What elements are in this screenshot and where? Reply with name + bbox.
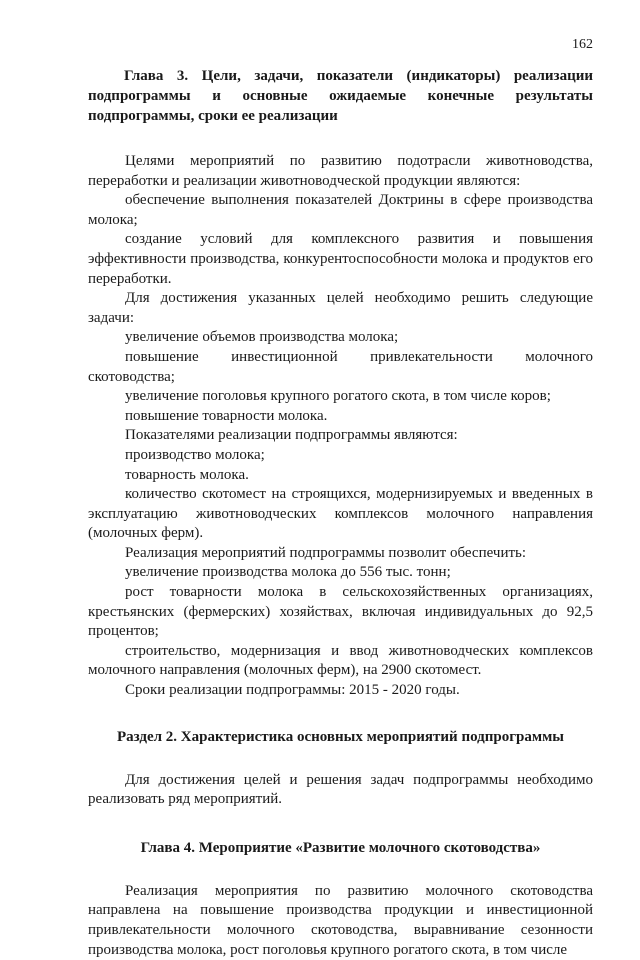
paragraph: увеличение объемов производства молока; <box>125 329 399 346</box>
paragraph: увеличение поголовья крупного рогатого скота, в том числе коров; <box>125 388 551 405</box>
paragraph: Целями мероприятий по развитию подотрасли животноводства, переработки и реализации животноводческой продукции являются: <box>88 153 593 189</box>
section-2-body <box>88 771 593 810</box>
paragraph: Реализация мероприятий подпрограммы позволит обеспечить: <box>125 544 527 561</box>
paragraph: увеличение производства молока до 556 тыс. тонн; <box>125 564 451 581</box>
paragraph: рост товарности молока в сельскохозяйственных организациях, крестьянских (фермерских) хозяйствах, включая индивидуальных до 92,5 процентов; <box>88 584 593 640</box>
paragraph: строительство, модернизация и ввод животноводческих комплексов молочного направления (молочных ферм), на 2900 скотомест. <box>88 642 593 679</box>
paragraph: товарность молока. <box>125 466 249 483</box>
chapter-3-heading: Глава 3. Цели, задачи, показатели (индикаторы) реализации подпрограммы и основные ожидаемые конечные результаты подпрограммы, сроки ее реализации <box>88 68 593 124</box>
paragraph: повышение товарности молока. <box>125 407 328 424</box>
chapter-4-heading: Глава 4. Мероприятие «Развитие молочного скотоводства» <box>140 839 541 856</box>
paragraph: количество скотомест на строящихся, модернизируемых и введенных в эксплуатацию животноводческих комплексов молочного направления (молочных ферм). <box>88 486 593 542</box>
paragraph: повышение инвестиционной привлекательности молочного скотоводства; <box>88 348 593 385</box>
paragraph: Для достижения указанных целей необходимо решить следующие задачи: <box>88 290 593 326</box>
paragraph: Показателями реализации подпрограммы являются: <box>125 427 458 444</box>
paragraph: производство молока; <box>125 446 265 463</box>
paragraph: создание условий для комплексного развития и повышения эффективности производства, конкурентоспособности молока и продуктов его переработки. <box>88 231 593 287</box>
section-2-heading: Раздел 2. Характеристика основных мероприятий подпрограммы <box>116 728 565 745</box>
page-content <box>88 66 593 960</box>
chapter-3-body <box>88 152 593 701</box>
paragraph: Реализация мероприятия по развитию молочного скотоводства направлена на повышение производства продукции и инвестиционной привлекательности молочного скотоводства, выравнивание сезонности производства молока, рост поголовья крупного рогатого скота, в том числе <box>88 882 593 958</box>
chapter-4-body <box>88 882 593 960</box>
paragraph: Сроки реализации подпрограммы: 2015 - 2020 годы. <box>125 682 460 699</box>
page-number: 162 <box>572 37 593 52</box>
paragraph: Для достижения целей и решения задач подпрограммы необходимо реализовать ряд мероприятий. <box>88 771 593 808</box>
paragraph: обеспечение выполнения показателей Доктрины в сфере производства молока; <box>88 192 593 228</box>
